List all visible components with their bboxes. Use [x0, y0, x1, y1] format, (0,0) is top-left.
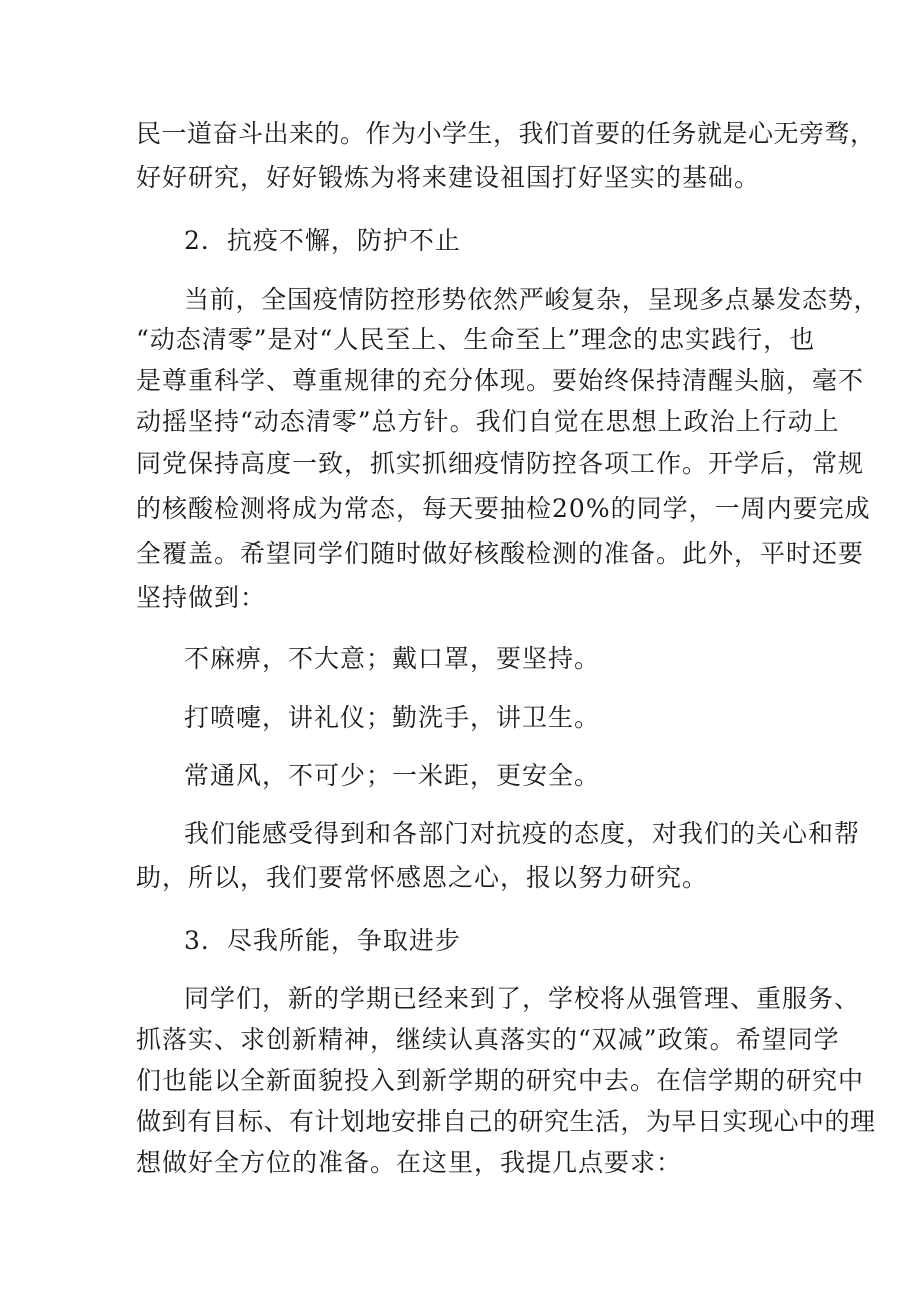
section-heading: 3．尽我所能，争取进步: [184, 926, 461, 955]
paragraph-line: 助，所以，我们要常怀感恩之心，报以努力研究。: [136, 863, 709, 892]
slogan-line: 常通风，不可少；一米距，更安全。: [184, 761, 601, 790]
paragraph-line: 民一道奋斗出来的。作为小学生，我们首要的任务就是心无旁骛，: [136, 119, 876, 148]
paragraph-line: 当前，全国疫情防控形势依然严峻复杂，呈现多点暴发态势，: [184, 285, 880, 314]
paragraph-line: 好好研究，好好锻炼为将来建设祖国打好坚实的基础。: [136, 163, 761, 192]
slogan-line: 不麻痹，不大意；戴口罩，要坚持。: [184, 644, 601, 673]
section-heading: 2．抗疫不懈，防护不止: [184, 226, 461, 255]
paragraph-line: “动态清零”是对“人民至上、生命至上”理念的忠实践行，也: [136, 325, 816, 354]
paragraph-line: 坚持做到：: [136, 583, 267, 612]
slogan-line: 打喷嚏，讲礼仪；勤洗手，讲卫生。: [184, 703, 601, 732]
paragraph-line: 们也能以全新面貌投入到新学期的研究中去。在信学期的研究中: [136, 1066, 865, 1095]
paragraph-line: 的核酸检测将成为常态，每天要抽检20%的同学，一周内要完成: [136, 494, 871, 523]
paragraph-line: 全覆盖。希望同学们随时做好核酸检测的准备。此外，平时还要: [136, 539, 865, 568]
paragraph-line: 想做好全方位的准备。在这里，我提几点要求：: [136, 1148, 683, 1177]
paragraph-line: 是尊重科学、尊重规律的充分体现。要始终保持清醒头脑，毫不: [136, 366, 865, 395]
paragraph-line: 同学们，新的学期已经来到了，学校将从强管理、重服务、: [184, 984, 861, 1013]
paragraph-line: 做到有目标、有计划地安排自己的研究生活，为早日实现心中的理: [136, 1107, 876, 1136]
paragraph-line: 动摇坚持“动态清零”总方针。我们自觉在思想上政治上行动上: [136, 407, 840, 436]
paragraph-line: 我们能感受得到和各部门对抗疫的态度，对我们的关心和帮: [184, 819, 861, 848]
paragraph-line: 抓落实、求创新精神，继续认真落实的“双减”政策。希望同学: [136, 1025, 840, 1054]
paragraph-line: 同党保持高度一致，抓实抓细疫情防控各项工作。开学后，常规: [136, 449, 865, 478]
